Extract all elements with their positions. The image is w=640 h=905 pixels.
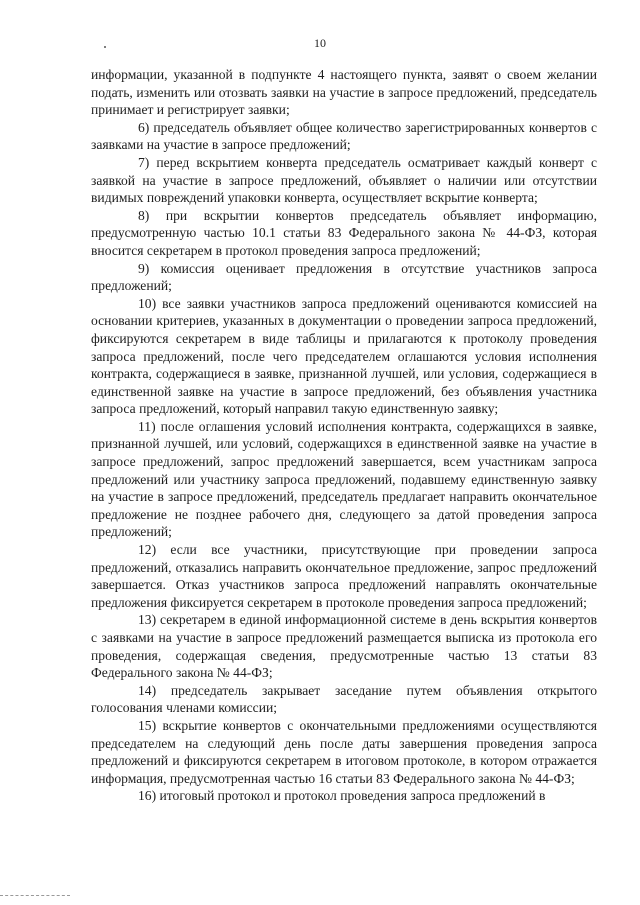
paragraph-item-8: 8) при вскрытии конвертов председатель объявляет информацию, предусмотренную частью 10.1 статьи 83 Федерального закона № 44-ФЗ, которая вносится секретарем в протокол проведения запроса предложений; bbox=[91, 207, 597, 258]
paragraph-item-15: 15) вскрытие конвертов с окончательными предложениями осуществляются председателем на следующий день после даты завершения проведения запроса предложений и фиксируются секретарем в итоговом протоколе, в котором отражается информация, предусмотренная частью 16 статьи 83 Федерального закона № 44-ФЗ; bbox=[91, 717, 597, 786]
paragraph-item-9: 9) комиссия оценивает предложения в отсутствие участников запроса предложений; bbox=[91, 260, 597, 294]
paragraph-item-14: 14) председатель закрывает заседание путем объявления открытого голосования членами комиссии; bbox=[91, 682, 597, 716]
scan-artifact-line bbox=[0, 895, 70, 896]
paragraph-item-6: 6) председатель объявляет общее количество зарегистрированных конвертов с заявками на участие в запросе предложений; bbox=[91, 119, 597, 153]
document-body bbox=[91, 66, 597, 805]
paragraph-continuation: информации, указанной в подпункте 4 настоящего пункта, заявят о своем желании подать, изменить или отозвать заявки на участие в запросе предложений, председатель принимает и регистрирует заявки; bbox=[91, 67, 597, 118]
paragraph-item-12: 12) если все участники, присутствующие при проведении запроса предложений, отказались направить окончательное предложение, запрос предложений завершается. Отказ участников запроса предложений направлять окончательные предложения фиксируется секретарем в протоколе проведения запроса предложений; bbox=[91, 542, 597, 610]
paragraph-item-10: 10) все заявки участников запроса предложений оцениваются комиссией на основании критериев, указанных в документации о проведении запроса предложений, фиксируются секретарем в виде таблицы и прилагаются к протоколу проведения запроса предложений, после чего председателем оглашаются условия исполнения контракта, содержащиеся в заявке, признанной лучшей, или условия, содержащиеся в единственной заявке на участие в запросе предложений, без объявления участника запроса предложений, который направил такую единственную заявку; bbox=[91, 295, 597, 417]
paragraph-item-16: 16) итоговый протокол и протокол проведения запроса предложений в bbox=[138, 788, 546, 804]
page-number: 10 bbox=[314, 36, 326, 50]
paragraph-item-7: 7) перед вскрытием конверта председатель осматривает каждый конверт с заявкой на участие в запросе предложений, объявляет о наличии или отсутствии видимых повреждений упаковки конверта, осуществляет вскрытие конверта; bbox=[91, 154, 597, 206]
paragraph-item-11: 11) после оглашения условий исполнения контракта, содержащихся в заявке, признанной лучшей, или условий, содержащихся в единственной заявке на участие в запросе предложений, запрос предложений завершается, всем участникам запроса предложений или участнику запроса предложений, подавшему единственную заявку на участие в запросе предложений, председатель предлагает направить окончательное предложение не позднее рабочего дня, следующего за датой проведения запроса предложений; bbox=[91, 418, 597, 540]
paragraph-item-13: 13) секретарем в единой информационной системе в день вскрытия конвертов с заявками на участие в запросе предложений размещается выписка из протокола его проведения, содержащая сведения, предусмотренные частью 13 статьи 83 Федерального закона № 44-ФЗ; bbox=[91, 612, 597, 681]
